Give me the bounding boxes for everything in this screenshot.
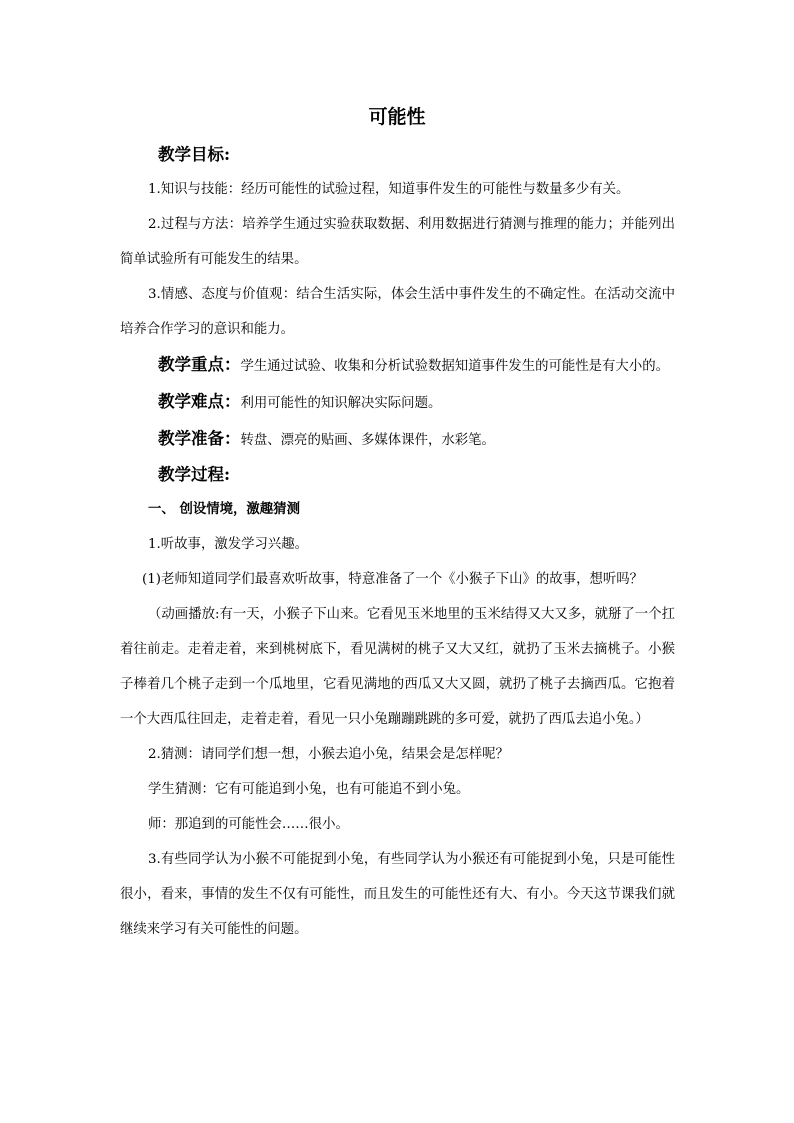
process-paragraph-7: 3.有些同学认为小猴不可能捉到小兔，有些同学认为小猴还有可能捉到小兔，只是可能性很小，看来，事情的发生不仅有可能性，而且发生的可能性还有大、有小。今天这节课我们就继续来学习有关可能性的问题。 <box>120 852 675 937</box>
difficulty-text: 利用可能性的知识解决实际问题。 <box>240 396 442 411</box>
goal-paragraph-3: 3.情感、态度与价值观：结合生活实际，体会生活中事件发生的不确定性。在活动交流中培养合作学习的意识和能力。 <box>120 287 675 337</box>
process-paragraph-4: 2.猜测：请同学们想一想，小猴去追小兔，结果会是怎样呢？ <box>148 747 509 762</box>
goal-paragraph-1: 1.知识与技能：经历可能性的试验过程，知道事件发生的可能性与数量多少有关。 <box>148 182 630 197</box>
process-paragraph-2: (1)老师知道同学们最喜欢听故事，特意准备了一个《小猴子下山》的故事，想听吗？ <box>142 572 644 587</box>
process-paragraph-5: 学生猜测：它有可能追到小兔，也有可能追不到小兔。 <box>148 782 470 797</box>
goals-heading: 教学目标: <box>158 145 231 164</box>
prep-paragraph <box>120 421 675 458</box>
step1-heading: 一、 创设情境，激趣猜测 <box>148 501 300 517</box>
document-title: 可能性 <box>368 106 426 128</box>
key-points-paragraph <box>120 347 675 384</box>
key-points-text: 学生通过试验、收集和分析试验数据知道事件发生的可能性是有大小的。 <box>240 359 669 374</box>
goal-paragraph-2: 2.过程与方法：培养学生通过实验获取数据、利用数据进行猜测与推理的能力；并能列出简单试验所有可能发生的结果。 <box>120 217 675 267</box>
difficulty-label: 教学难点： <box>158 392 241 411</box>
process-heading: 教学过程: <box>158 465 231 484</box>
process-paragraph-6: 师：那追到的可能性会……很小。 <box>148 817 349 832</box>
process-paragraph-3: （动画播放:有一天，小猴子下山来。它看见玉米地里的玉米结得又大又多，就掰了一个扛着往前走。走着走着，来到桃树底下，看见满树的桃子又大又红，就扔了玉米去摘桃子。小猴子棒着几个桃子走到一个瓜地里，它看见满地的西瓜又大又圆，就扔了桃子去摘西瓜。它抱着一个大西瓜往回走，走着走着，看见一只小兔蹦蹦跳跳的多可爱，就扔了西瓜去追小兔。） <box>120 607 675 727</box>
difficulty-paragraph <box>120 384 675 421</box>
prep-label: 教学准备： <box>158 429 241 448</box>
process-paragraph-1: 1.听故事，激发学习兴趣。 <box>148 537 309 552</box>
key-points-label: 教学重点： <box>158 355 241 374</box>
document-body <box>120 138 675 947</box>
prep-text: 转盘、漂亮的贴画、多媒体课件，水彩笔。 <box>240 433 495 448</box>
